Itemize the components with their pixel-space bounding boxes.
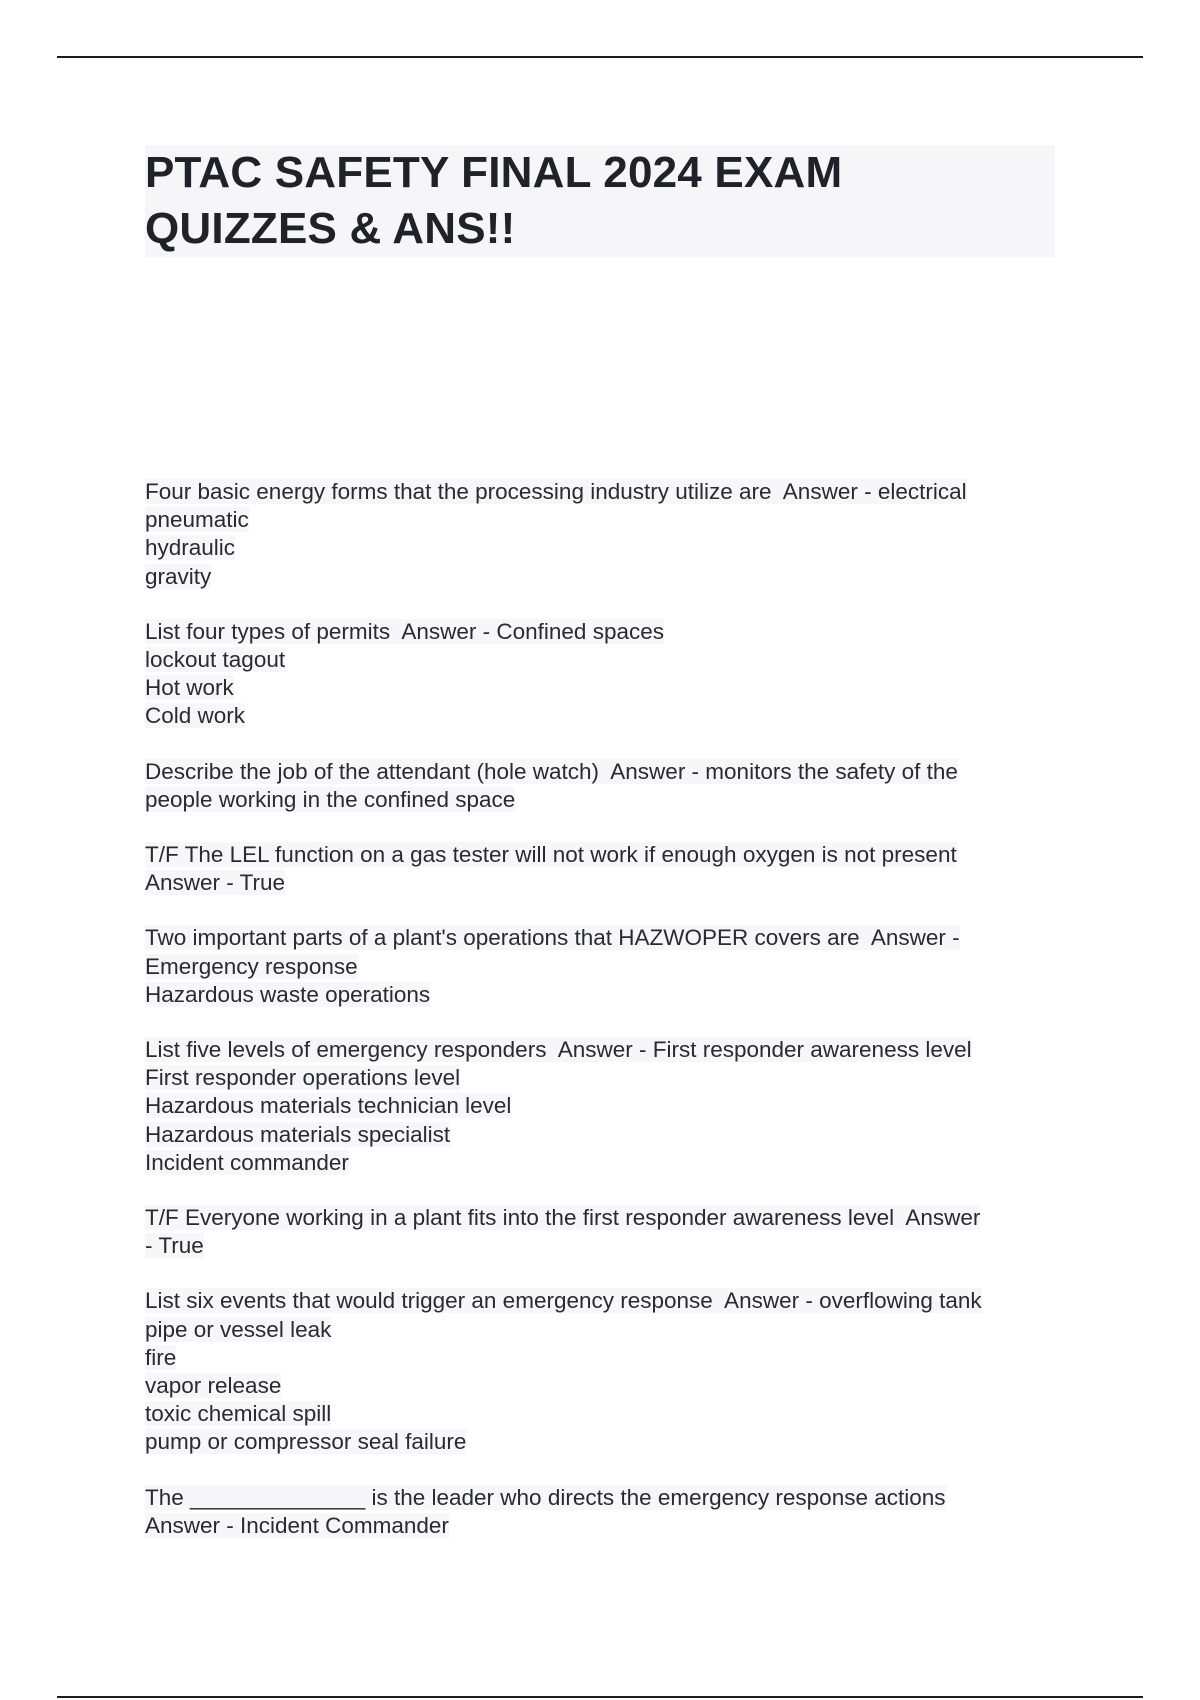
qa-item bbox=[145, 478, 1075, 591]
title-line: QUIZZES & ANS!! bbox=[145, 204, 516, 253]
qa-line: pipe or vessel leak bbox=[145, 1316, 332, 1342]
title-block bbox=[145, 145, 1055, 257]
qa-item bbox=[145, 924, 1075, 1009]
qa-line: - True bbox=[145, 1233, 204, 1259]
qa-line: pneumatic bbox=[145, 507, 249, 533]
qa-line: Answer - Incident Commander bbox=[145, 1512, 449, 1538]
qa-line: List six events that would trigger an emergency response Answer - overflowing tank bbox=[145, 1288, 982, 1314]
qa-item bbox=[145, 841, 1075, 897]
qa-line: gravity bbox=[145, 563, 212, 589]
qa-line: T/F The LEL function on a gas tester will not work if enough oxygen is not present bbox=[145, 842, 957, 868]
qa-line: Answer - True bbox=[145, 870, 286, 896]
qa-line: Hot work bbox=[145, 675, 234, 701]
qa-line: fire bbox=[145, 1344, 177, 1370]
qa-item bbox=[145, 1484, 1075, 1540]
qa-item bbox=[145, 618, 1075, 731]
qa-item bbox=[145, 1287, 1075, 1456]
qa-line: Hazardous materials technician level bbox=[145, 1093, 512, 1119]
qa-item bbox=[145, 1036, 1075, 1177]
qa-line: Emergency response bbox=[145, 953, 358, 979]
qa-line: First responder operations level bbox=[145, 1065, 461, 1091]
page-title bbox=[145, 145, 1055, 257]
qa-line: vapor release bbox=[145, 1373, 282, 1399]
bottom-divider bbox=[57, 1696, 1143, 1698]
qa-line: Hazardous materials specialist bbox=[145, 1121, 451, 1147]
qa-item bbox=[145, 758, 1075, 814]
qa-line: T/F Everyone working in a plant fits into the first responder awareness level Answer bbox=[145, 1205, 981, 1231]
qa-line: hydraulic bbox=[145, 535, 236, 561]
qa-line: Four basic energy forms that the processing industry utilize are Answer - electrical bbox=[145, 479, 967, 504]
qa-line: List four types of permits Answer - Confined spaces bbox=[145, 618, 664, 644]
qa-line: toxic chemical spill bbox=[145, 1401, 332, 1427]
qa-line: lockout tagout bbox=[145, 647, 286, 673]
title-line: PTAC SAFETY FINAL 2024 EXAM bbox=[145, 148, 843, 197]
qa-line: Incident commander bbox=[145, 1149, 349, 1175]
qa-list bbox=[145, 478, 1075, 1567]
top-divider bbox=[57, 56, 1143, 58]
qa-line: List five levels of emergency responders Answer - First responder awareness level bbox=[145, 1037, 972, 1063]
qa-item bbox=[145, 1204, 1075, 1260]
qa-line: pump or compressor seal failure bbox=[145, 1429, 467, 1455]
qa-line: Describe the job of the attendant (hole watch) Answer - monitors the safety of the bbox=[145, 758, 958, 784]
qa-line: Two important parts of a plant's operations that HAZWOPER covers are Answer - bbox=[145, 925, 960, 951]
qa-line: The ______________ is the leader who directs the emergency response actions bbox=[145, 1484, 946, 1510]
qa-line: people working in the confined space bbox=[145, 786, 516, 812]
qa-line: Hazardous waste operations bbox=[145, 981, 431, 1007]
qa-line: Cold work bbox=[145, 703, 246, 729]
